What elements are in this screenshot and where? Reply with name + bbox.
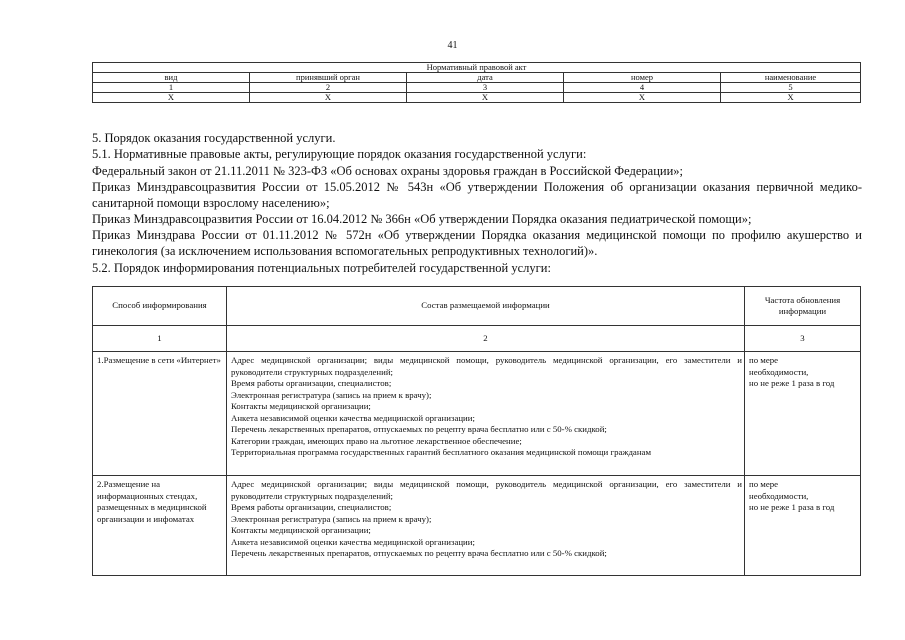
- frequency-line: по мере: [749, 355, 779, 365]
- info-line: Территориальная программа государственных гарантий бесплатного оказания медицинской помощи гражданам: [231, 447, 652, 457]
- info-table-header-row: [93, 287, 861, 326]
- column-header: Способ информирования: [93, 287, 227, 326]
- column-header: вид: [93, 73, 250, 83]
- info-line: Перечень лекарственных препаратов, отпускаемых по рецепту врача бесплатно или с 50-% скидкой;: [231, 548, 607, 558]
- legal-act-table-title: Нормативный правовой акт: [93, 63, 861, 73]
- table-cell: Х: [250, 93, 407, 103]
- frequency-line: но не реже 1 раза в год: [749, 378, 835, 388]
- page-number: 41: [447, 40, 458, 51]
- column-number: 3: [407, 83, 564, 93]
- legal-act-table: [92, 62, 861, 103]
- legal-act-table-number-row: [93, 83, 861, 93]
- table-cell: Х: [564, 93, 721, 103]
- info-line: Время работы организации, специалистов;: [231, 378, 392, 388]
- column-number: 1: [93, 326, 227, 352]
- info-table: [92, 286, 861, 576]
- legal-act-item: Приказ Минздрава России от 01.11.2012 № 572н «Об утверждении Порядка оказания медицинской помощи по профилю акушерство и гинекология (за исключением использования вспомогательных репродуктивных технологий)».: [92, 228, 862, 258]
- subsection-heading: 5.2. Порядок информирования потенциальных потребителей государственной услуги:: [92, 261, 551, 275]
- info-line: Адрес медицинской организации; виды медицинской помощи, руководитель медицинской организации, его заместители и руководители структурных подразделений;: [231, 355, 742, 377]
- legal-act-item: Приказ Минздравсоцразвития России от 16.04.2012 № 366н «Об утверждении Порядка оказания педиатрической помощи»;: [92, 212, 752, 226]
- info-method: 2.Размещение на информационных стендах, размещенных в медицинской организации и инфоматах: [93, 476, 227, 576]
- column-number: 5: [721, 83, 861, 93]
- legal-act-table-value-row: [93, 93, 861, 103]
- column-header: номер: [564, 73, 721, 83]
- column-number: 4: [564, 83, 721, 93]
- table-row: [93, 352, 861, 476]
- frequency-line: необходимости,: [749, 366, 809, 377]
- info-line: Контакты медицинской организации;: [231, 525, 371, 535]
- info-line: Анкета независимой оценки качества медицинской организации;: [231, 412, 475, 423]
- info-line: Перечень лекарственных препаратов, отпускаемых по рецепту врача бесплатно или с 50-% скидкой;: [231, 424, 607, 434]
- info-line: Категории граждан, имеющих право на льготное лекарственное обеспечение;: [231, 435, 522, 446]
- frequency-line: по мере: [749, 479, 779, 489]
- subsection-heading: 5.1. Нормативные правовые акты, регулирующие порядок оказания государственной услуги:: [92, 147, 587, 161]
- legal-act-item: Федеральный закон от 21.11.2011 № 323-ФЗ «Об основах охраны здоровья граждан в Российской Федерации»;: [92, 164, 684, 178]
- column-header: Частота обновления информации: [745, 287, 861, 326]
- info-content: [227, 352, 745, 476]
- column-number: 2: [250, 83, 407, 93]
- column-header: принявший орган: [250, 73, 407, 83]
- info-method: 1.Размещение в сети «Интернет»: [93, 352, 227, 476]
- frequency-line: необходимости,: [749, 490, 809, 501]
- info-frequency: [745, 352, 861, 476]
- legal-act-item: Приказ Минздравсоцразвития России от 15.05.2012 № 543н «Об утверждении Положения об организации оказания первичной медико-санитарной помощи взрослому населению»;: [92, 180, 862, 210]
- table-cell: Х: [407, 93, 564, 103]
- info-table-number-row: [93, 326, 861, 352]
- column-number: 2: [227, 326, 745, 352]
- table-cell: Х: [93, 93, 250, 103]
- info-line: Анкета независимой оценки качества медицинской организации;: [231, 536, 475, 547]
- section-heading: 5. Порядок оказания государственной услуги.: [92, 131, 336, 145]
- table-cell: Х: [721, 93, 861, 103]
- info-line: Электронная регистратура (запись на прием к врачу);: [231, 513, 432, 524]
- column-number: 3: [745, 326, 861, 352]
- legal-act-table-header-row: [93, 73, 861, 83]
- info-line: Контакты медицинской организации;: [231, 401, 371, 411]
- column-header: наименование: [721, 73, 861, 83]
- column-header: Состав размещаемой информации: [227, 287, 745, 326]
- info-line: Электронная регистратура (запись на прием к врачу);: [231, 389, 432, 400]
- info-line: Время работы организации, специалистов;: [231, 502, 392, 512]
- column-number: 1: [93, 83, 250, 93]
- info-line: Адрес медицинской организации; виды медицинской помощи, руководитель медицинской организации, его заместители и руководители структурных подразделений;: [231, 479, 742, 501]
- table-row: [93, 476, 861, 576]
- info-frequency: [745, 476, 861, 576]
- column-header: дата: [407, 73, 564, 83]
- info-content: [227, 476, 745, 576]
- frequency-line: но не реже 1 раза в год: [749, 502, 835, 512]
